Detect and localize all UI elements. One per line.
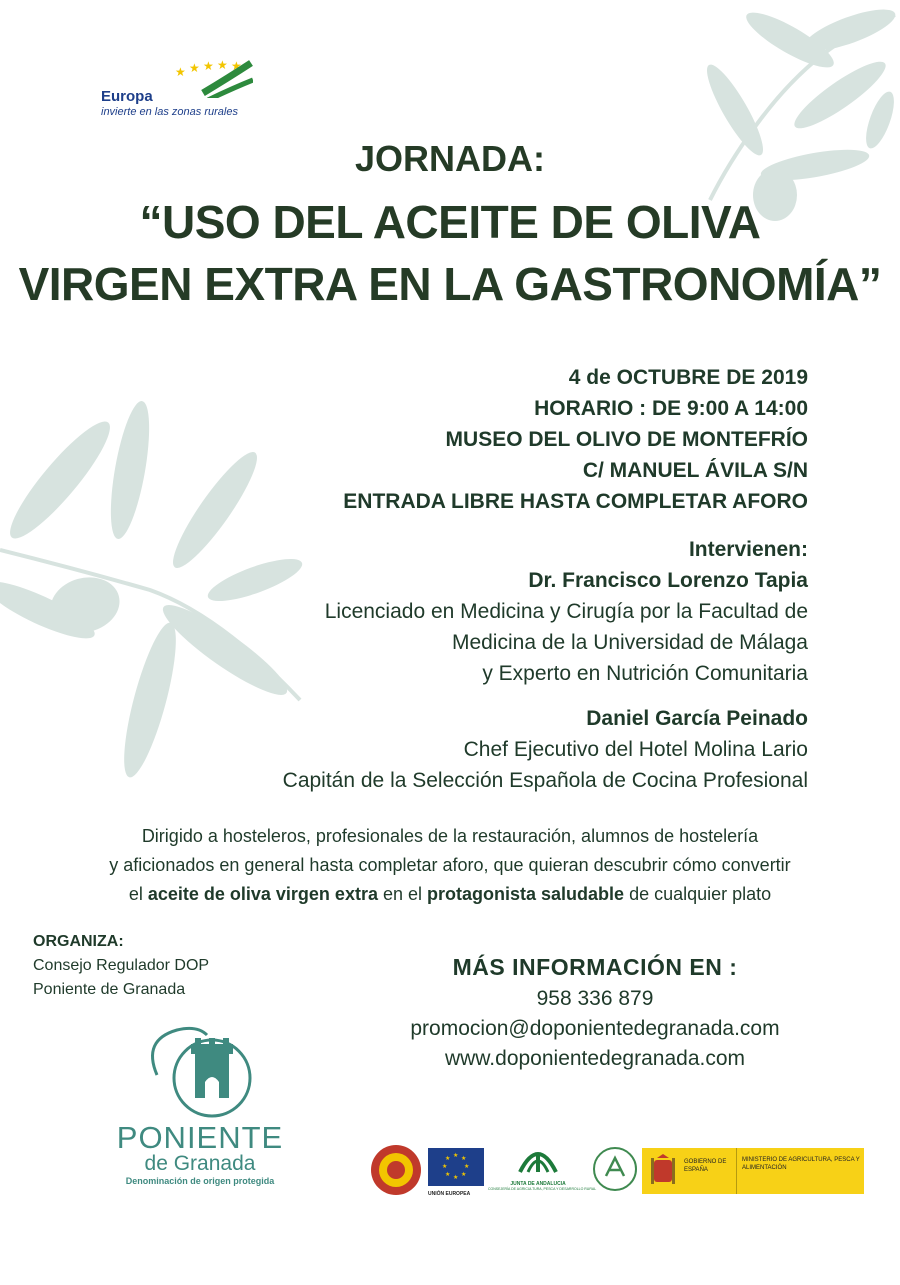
junta-arch-icon: [516, 1142, 560, 1176]
svg-text:★: ★: [453, 1153, 459, 1159]
dop-seal-icon: [370, 1144, 422, 1196]
poniente-logo: [95, 1020, 305, 1195]
organizer-line: Poniente de Granada: [33, 981, 186, 998]
svg-text:★: ★: [464, 1164, 470, 1170]
speakers-heading: Intervienen:: [688, 538, 808, 561]
contact-website: www.doponientedegranada.com: [444, 1047, 746, 1070]
event-venue: MUSEO DEL OLIVO DE MONTEFRÍO: [445, 428, 808, 451]
event-schedule: HORARIO : DE 9:00 A 14:00: [534, 397, 808, 420]
eu-flag-icon: [428, 1148, 484, 1186]
speaker-2-name: Daniel García Peinado: [586, 707, 808, 730]
eu-flag-logo: [428, 1148, 484, 1197]
svg-text:★: ★: [453, 1175, 459, 1181]
organizer-line: Consejo Regulador DOP: [33, 957, 210, 974]
audience-line: y aficionados en general hasta completar aforo, que quieran descubrir cómo convertir: [109, 855, 791, 875]
contact-email: promocion@doponientedegranada.com: [410, 1017, 780, 1040]
svg-text:★: ★: [203, 59, 214, 73]
contact-phone: 958 336 879: [536, 987, 654, 1010]
gobierno-text: GOBIERNO DE ESPAÑA: [684, 1159, 727, 1173]
svg-text:★: ★: [189, 61, 200, 75]
eu-logo-word: Europa: [101, 88, 153, 105]
ministerio-logo: [642, 1148, 864, 1194]
speakers-section: [283, 534, 808, 796]
audience-text: el: [128, 884, 148, 904]
organizer-heading: ORGANIZA:: [33, 933, 124, 950]
event-address: C/ MANUEL ÁVILA S/N: [582, 459, 808, 482]
svg-text:★: ★: [442, 1164, 448, 1170]
svg-text:★: ★: [445, 1156, 451, 1162]
svg-text:★: ★: [175, 65, 186, 79]
poniente-denomination: Denominación de origen protegida: [125, 1176, 275, 1186]
title-line-2: “USO DEL ACEITE DE OLIVA: [139, 196, 761, 248]
speaker-1-bio-line: y Experto en Nutrición Comunitaria: [482, 662, 808, 685]
eu-rural-logo: [95, 58, 295, 128]
title-line-3: VIRGEN EXTRA EN LA GASTRONOMÍA”: [18, 258, 882, 310]
audience-line: [0, 880, 900, 909]
more-info-block: [380, 950, 810, 1074]
speaker-1-name: Dr. Francisco Lorenzo Tapia: [528, 569, 808, 592]
spain-coat-of-arms-icon: [648, 1154, 678, 1188]
title-line-1: JORNADA:: [354, 138, 545, 179]
audience-emphasis: aceite de oliva virgen extra: [147, 884, 378, 904]
junta-name: JUNTA DE ANDALUCIA: [510, 1181, 566, 1187]
junta-subtitle: CONSEJERÍA DE AGRICULTURA, PESCA Y DESARROLLO RURAL: [488, 1187, 597, 1191]
event-info: [343, 362, 808, 517]
quality-certificate-icon: [592, 1146, 638, 1192]
svg-text:★: ★: [217, 58, 228, 72]
eu-flag-caption: UNIÓN EUROPEA: [428, 1191, 471, 1197]
audience-text: en el: [377, 884, 428, 904]
audience-emphasis: protagonista saludable: [427, 884, 625, 904]
poniente-name: PONIENTE: [116, 1120, 284, 1155]
tower-emblem-icon: [137, 1020, 267, 1120]
svg-text:★: ★: [461, 1156, 467, 1162]
svg-text:★: ★: [445, 1172, 451, 1178]
svg-text:★: ★: [461, 1172, 467, 1178]
eu-logo-tagline: invierte en las zonas rurales: [101, 106, 238, 118]
speaker-1-bio-line: Medicina de la Universidad de Málaga: [451, 631, 808, 654]
event-entry: ENTRADA LIBRE HASTA COMPLETAR AFORO: [343, 490, 808, 513]
sponsor-logos: [370, 1142, 870, 1202]
junta-andalucia-logo: [488, 1142, 597, 1191]
organizer-block: [33, 930, 209, 1002]
event-date: 4 de OCTUBRE DE 2019: [568, 366, 808, 389]
audience-line: Dirigido a hosteleros, profesionales de la restauración, alumnos de hostelería: [141, 826, 759, 846]
poniente-subtitle: de Granada: [144, 1152, 256, 1175]
olive-branch-left-icon: [0, 400, 310, 780]
more-info-heading: MÁS INFORMACIÓN EN :: [452, 954, 738, 980]
audience-paragraph: [0, 822, 900, 909]
svg-text:★: ★: [231, 59, 242, 73]
audience-text: de cualquier plato: [624, 884, 772, 904]
speaker-1-bio-line: Licenciado en Medicina y Cirugía por la Facultad de: [324, 600, 808, 623]
speaker-2-bio-line: Chef Ejecutivo del Hotel Molina Lario: [463, 738, 808, 761]
ministerio-divider: [736, 1148, 737, 1194]
ministerio-text: MINISTERIO DE AGRICULTURA, PESCA Y ALIMENTACIÓN: [742, 1157, 860, 1171]
speaker-2-bio-line: Capitán de la Selección Española de Cocina Profesional: [282, 769, 808, 792]
